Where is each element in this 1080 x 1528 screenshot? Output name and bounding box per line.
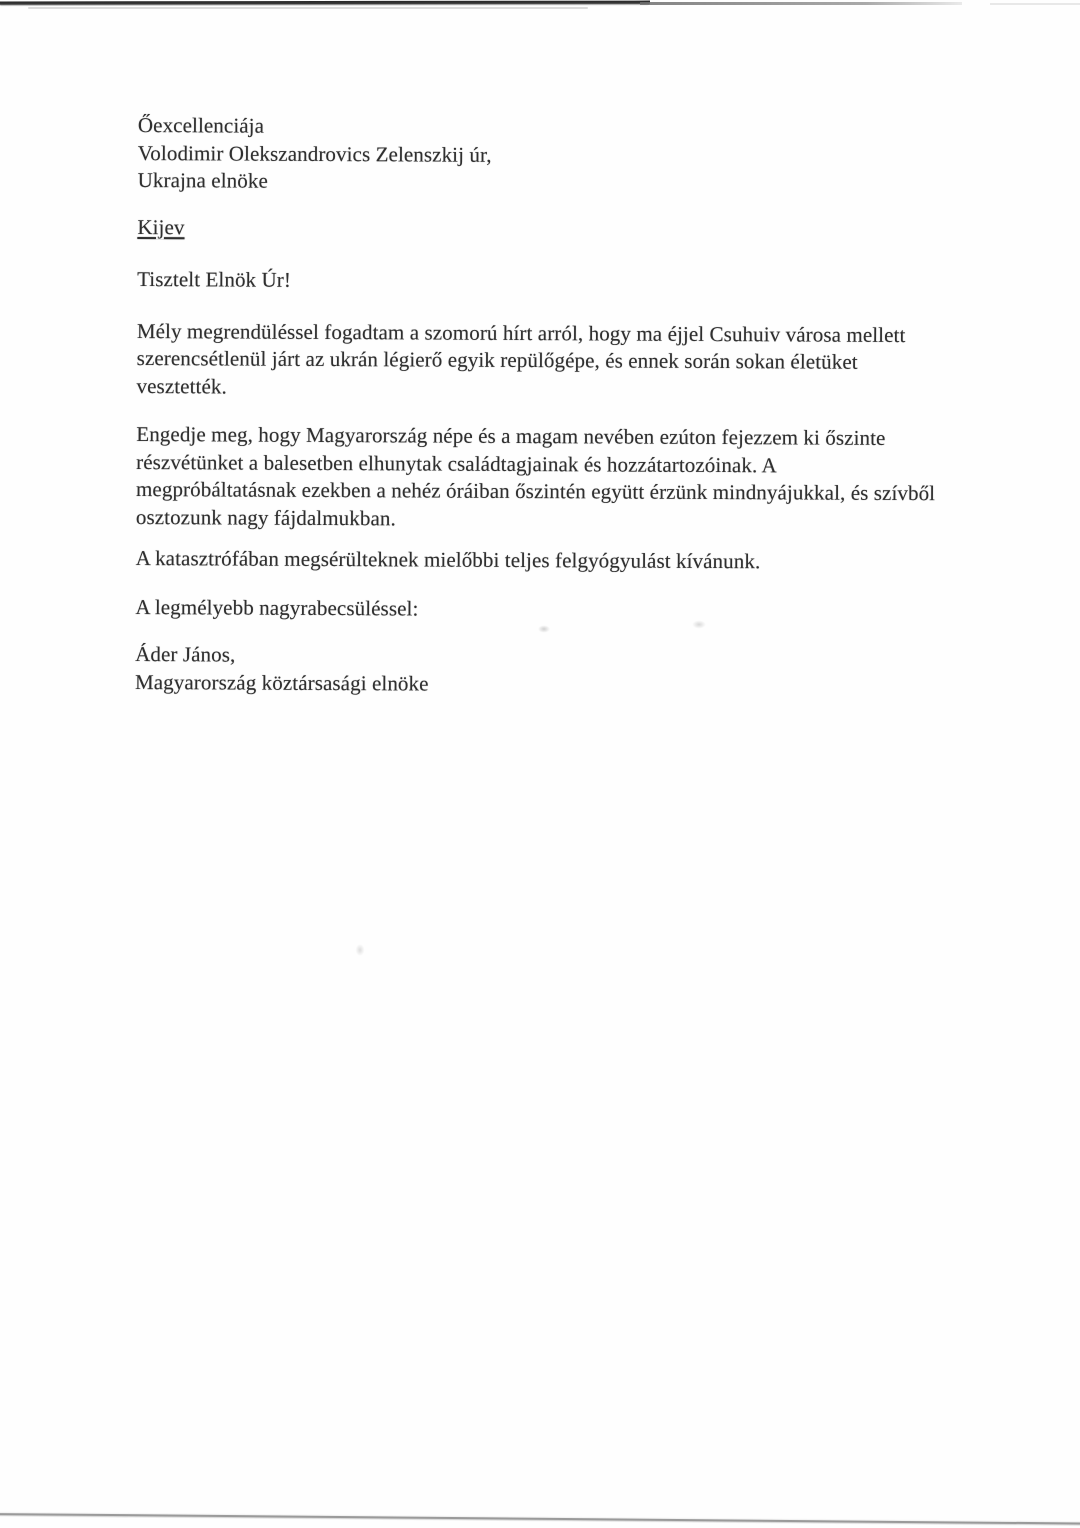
paragraph-3 (136, 545, 966, 577)
scan-artifact-top-right (990, 3, 1080, 5)
recipient-block (138, 112, 968, 199)
paragraph-3-line-1: A katasztrófában megsérülteknek mielőbbi teljes felgyógyulást kívánunk. (135, 545, 761, 574)
paragraph-2-line-4: osztozunk nagy fájdalmukban. (135, 504, 396, 530)
signature-block (135, 641, 965, 700)
paragraph-1-line-3: vesztették. (136, 373, 227, 398)
recipient-title: Ukrajna elnöke (137, 167, 268, 193)
scan-smudge (690, 619, 708, 630)
recipient-honorific: Őexcellenciája (137, 112, 265, 138)
signature-name: Áder János, (135, 641, 236, 667)
paragraph-2-line-1: Engedje meg, hogy Magyarország népe és a magam nevében ezúton fejezzem ki őszinte (136, 421, 886, 450)
letter-body (135, 112, 968, 700)
salutation: Tisztelt Elnök Úr! (137, 266, 292, 292)
city-name: Kijev (137, 214, 185, 239)
paragraph-1-line-1: Mély megrendüléssel fogadtam a szomorú hírt arról, hogy ma éjjel Csuhuiv városa mellett (136, 318, 906, 347)
paragraph-1 (136, 317, 966, 404)
scan-artifact-bottom-edge (0, 1513, 1080, 1525)
closing-block (135, 593, 965, 625)
scan-artifact-top-dark (0, 1, 650, 7)
scan-artifact-top-faint (28, 7, 588, 9)
salutation-block (137, 266, 967, 298)
signature-title: Magyarország köztársasági elnöke (134, 669, 429, 696)
paragraph-2-line-3: megpróbáltatásnak ezekben a nehéz óráiban őszintén együtt érzünk mindnyájukkal, és szívből (135, 476, 936, 506)
paragraph-1-line-2: szerencsétlenül járt az ukrán légierő egyik repülőgépe, és ennek során sokan életüket (136, 345, 858, 374)
scan-smudge (536, 624, 552, 634)
paragraph-2 (136, 421, 967, 535)
city-block (137, 213, 967, 245)
paragraph-2-line-2: részvétünket a balesetben elhunytak családtagjainak és hozzátartozóinak. A (136, 449, 777, 477)
scan-artifact-top-gray (640, 2, 962, 5)
recipient-name: Volodimir Olekszandrovics Zelenszkij úr, (137, 140, 492, 167)
scan-smudge (354, 942, 366, 958)
closing-phrase: A legmélyebb nagyrabecsüléssel: (135, 594, 419, 620)
